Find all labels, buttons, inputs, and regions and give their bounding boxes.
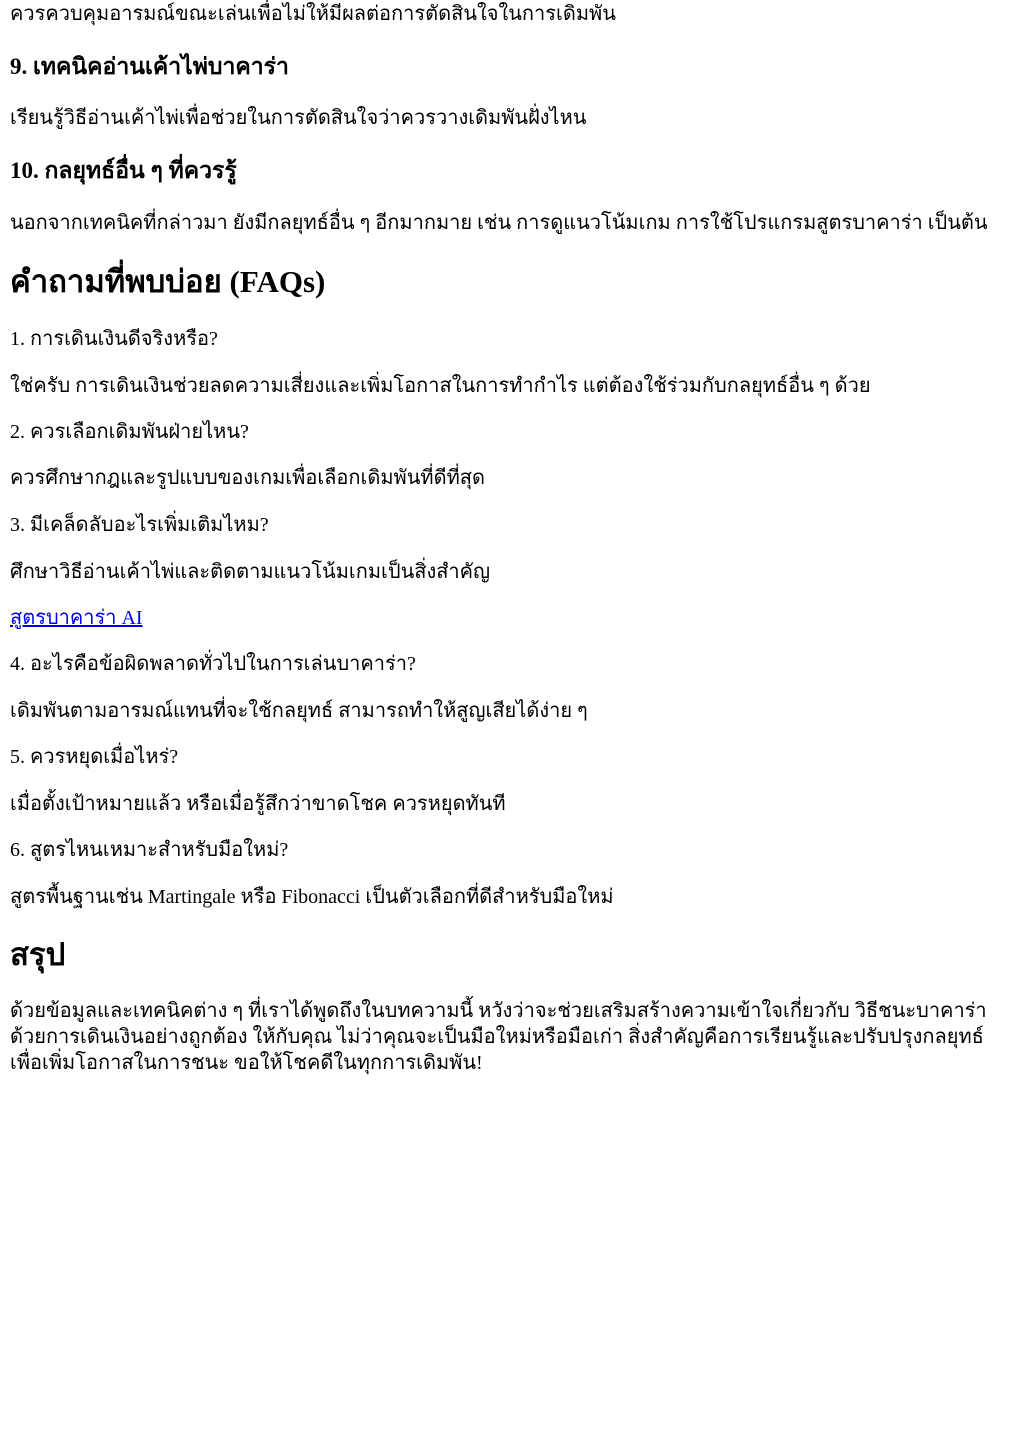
- faq-answer-6: สูตรพื้นฐานเช่น Martingale หรือ Fibonacci เป็นตัวเลือกที่ดีสำหรับมือใหม่: [10, 886, 614, 908]
- faq-answer-1: ใช่ครับ การเดินเงินช่วยลดความเสี่ยงและเพิ่มโอกาสในการทำกำไร แต่ต้องใช้ร่วมกับกลยุทธ์อื่น ๆ ด้วย: [10, 375, 871, 397]
- faq-question-6: 6. สูตรไหนเหมาะสำหรับมือใหม่?: [10, 839, 289, 861]
- conclusion-heading: สรุป: [10, 937, 66, 972]
- link-paragraph: [10, 605, 143, 631]
- faq-heading: คำถามที่พบบ่อย (FAQs): [10, 264, 326, 299]
- conclusion-body: ด้วยข้อมูลและเทคนิคต่าง ๆ ที่เราได้พูดถึงในบทความนี้ หวังว่าจะช่วยเสริมสร้างความเข้าใจเกี่ยวกับ วิธีชนะบาคาร่า ด้วยการเดินเงินอย่างถูกต้อง ให้กับคุณ ไม่ว่าคุณจะเป็นมือใหม่หรือมือเก่า สิ่งสำคัญคือการเรียนรู้และปรับปรุงกลยุทธ์เพื่อเพิ่มโอกาสในการชนะ ขอให้โชคดีในทุกการเดิมพัน!: [10, 1000, 987, 1074]
- faq-question-1: 1. การเดินเงินดีจริงหรือ?: [10, 328, 218, 350]
- faq-answer-3: ศึกษาวิธีอ่านเค้าไพ่และติดตามแนวโน้มเกมเป็นสิ่งสำคัญ: [10, 561, 491, 583]
- baccarat-ai-formula-link[interactable]: สูตรบาคาร่า AI: [10, 607, 143, 629]
- faq-question-2: 2. ควรเลือกเดิมพันฝ่ายไหน?: [10, 421, 249, 443]
- faq-question-3: 3. มีเคล็ดลับอะไรเพิ่มเติมไหม?: [10, 514, 269, 536]
- section-10-body: นอกจากเทคนิคที่กล่าวมา ยังมีกลยุทธ์อื่น ๆ อีกมากมาย เช่น การดูแนวโน้มเกม การใช้โปรแกรมสูตรบาคาร่า เป็นต้น: [10, 212, 988, 234]
- faq-answer-5: เมื่อตั้งเป้าหมายแล้ว หรือเมื่อรู้สึกว่าขาดโชค ควรหยุดทันที: [10, 793, 506, 815]
- faq-answer-4: เดิมพันตามอารมณ์แทนที่จะใช้กลยุทธ์ สามารถทำให้สูญเสียได้ง่าย ๆ: [10, 700, 588, 722]
- faq-answer-2: ควรศึกษากฎและรูปแบบของเกมเพื่อเลือกเดิมพันที่ดีที่สุด: [10, 467, 485, 489]
- faq-question-4: 4. อะไรคือข้อผิดพลาดทั่วไปในการเล่นบาคาร่า?: [10, 653, 416, 675]
- intro-tail-paragraph: ควรควบคุมอารมณ์ขณะเล่นเพื่อไม่ให้มีผลต่อการตัดสินใจในการเดิมพัน: [10, 3, 616, 25]
- section-9-heading: 9. เทคนิคอ่านเค้าไพ่บาคาร่า: [10, 54, 289, 79]
- section-9-body: เรียนรู้วิธีอ่านเค้าไพ่เพื่อช่วยในการตัดสินใจว่าควรวางเดิมพันฝั่งไหน: [10, 107, 587, 129]
- faq-question-5: 5. ควรหยุดเมื่อไหร่?: [10, 746, 179, 768]
- section-10-heading: 10. กลยุทธ์อื่น ๆ ที่ควรรู้: [10, 158, 237, 183]
